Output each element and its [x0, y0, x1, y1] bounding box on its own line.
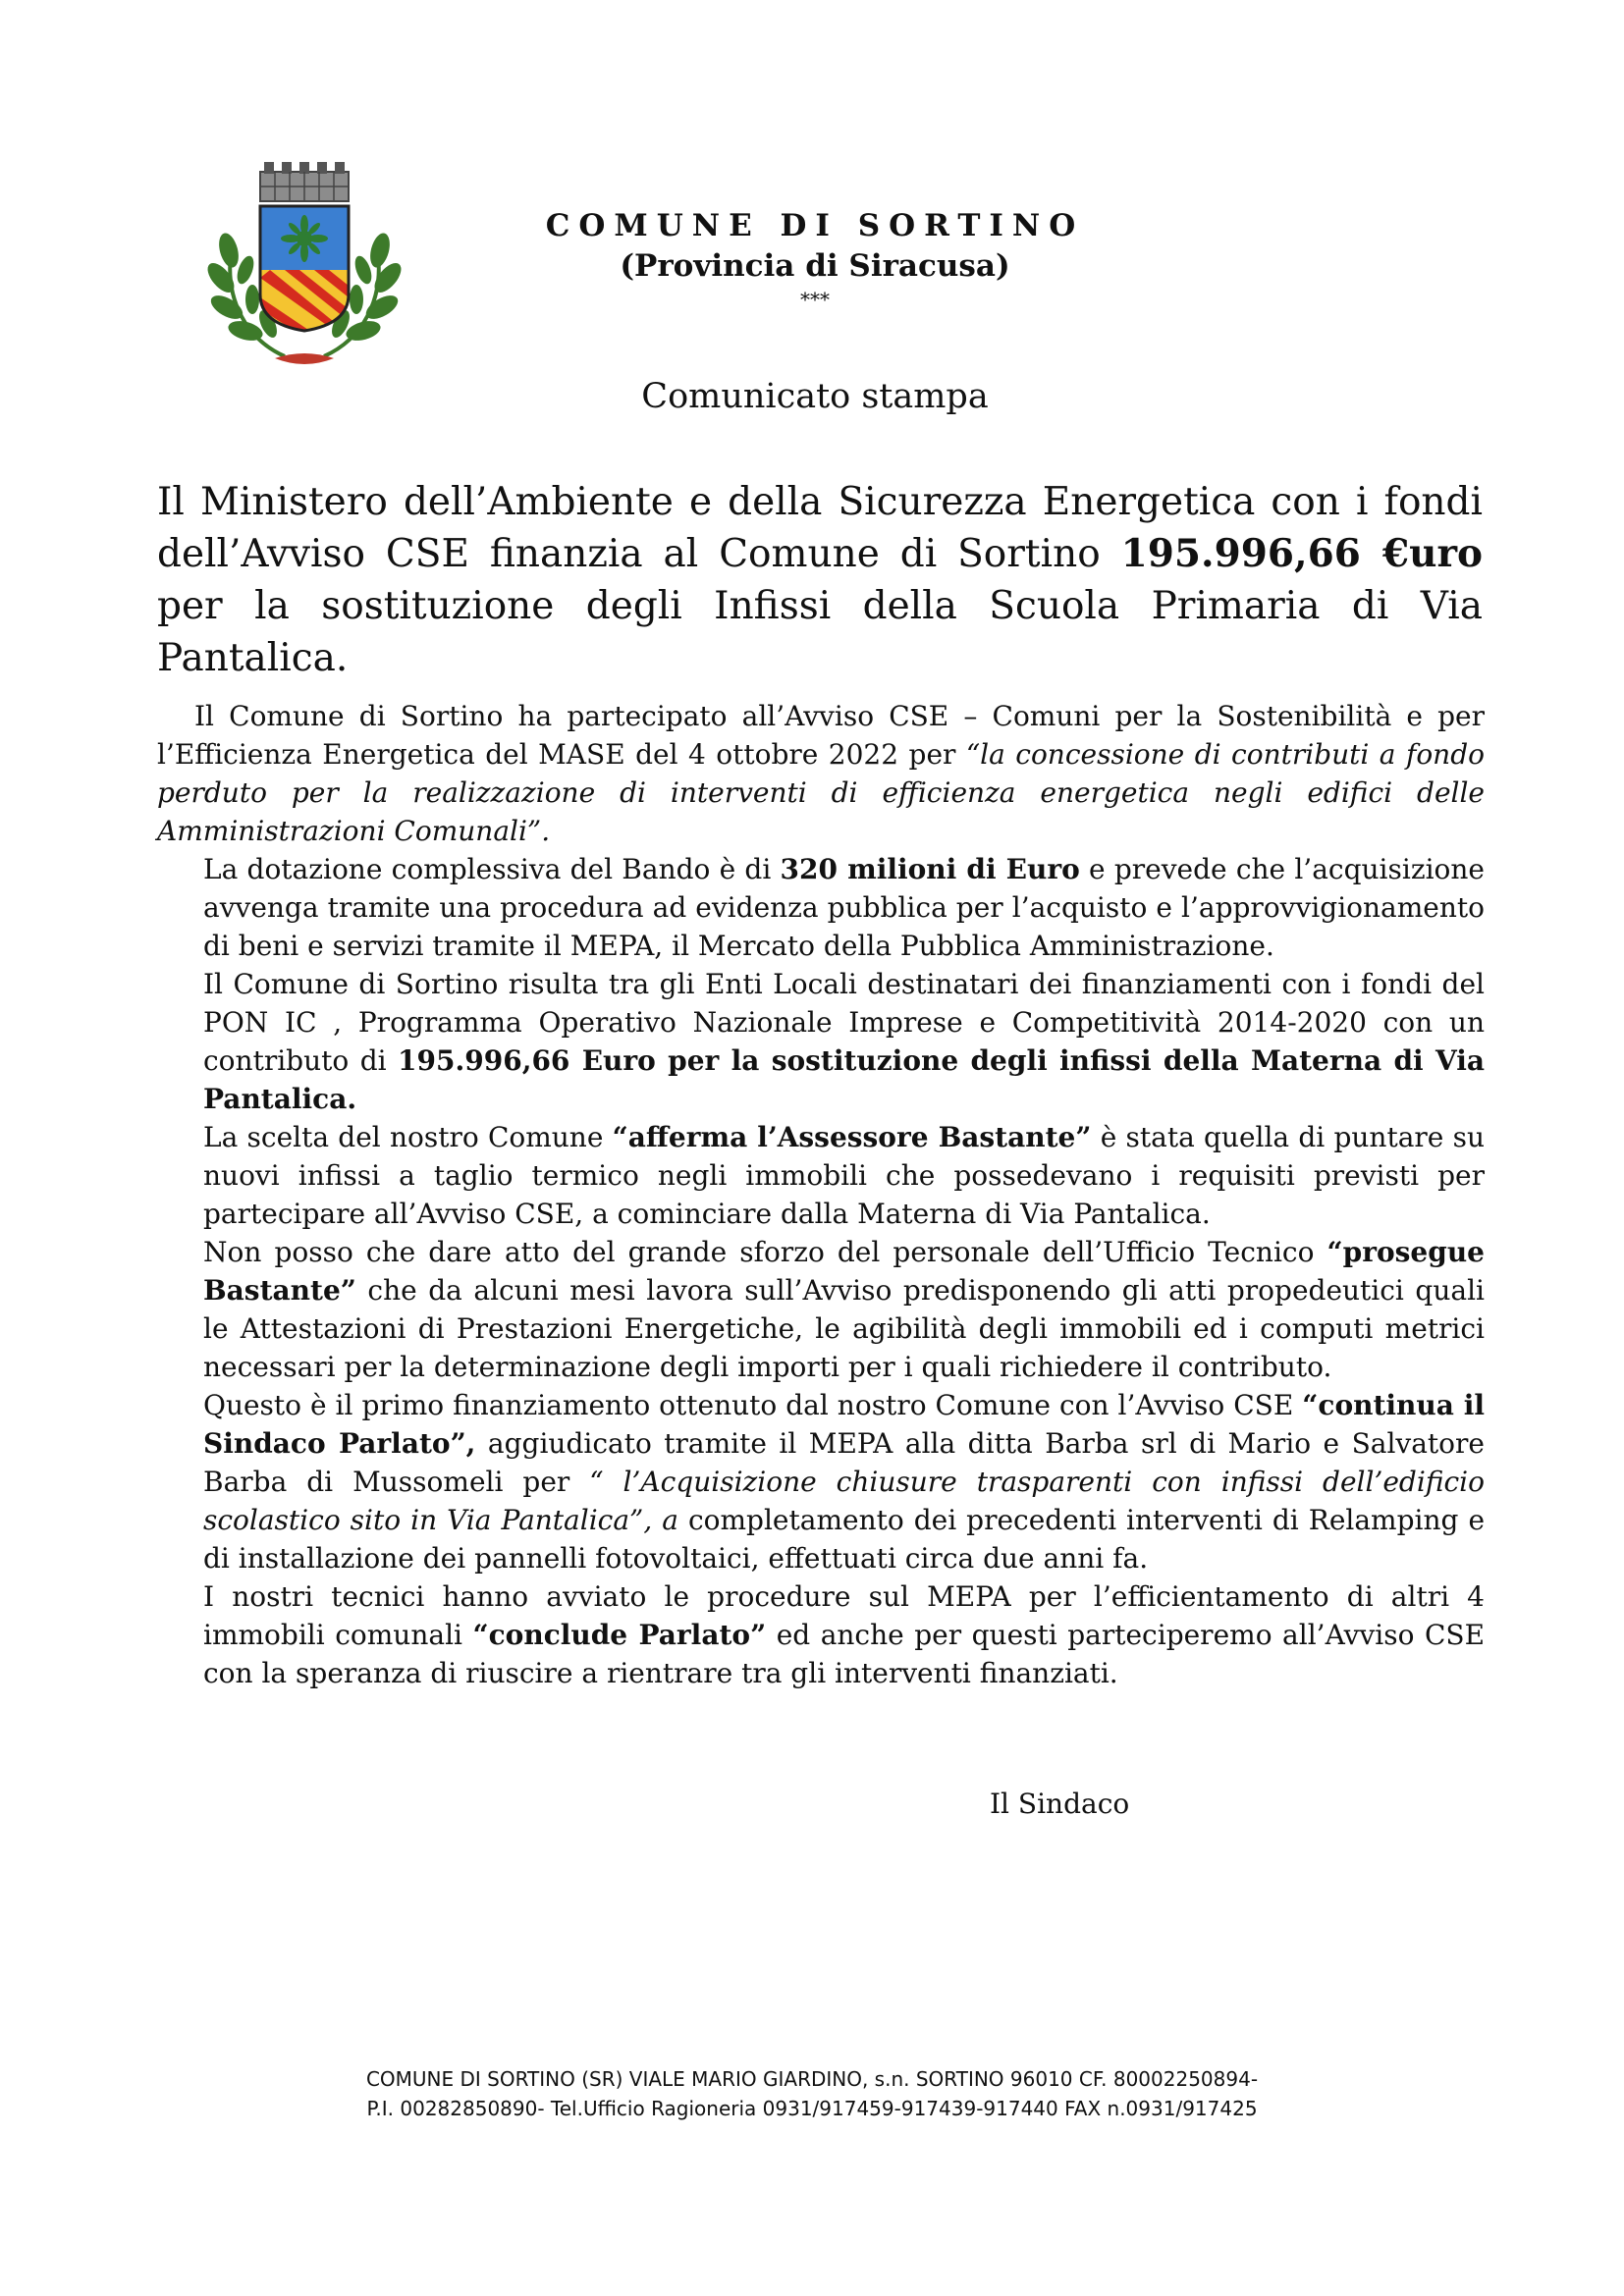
paragraph-3 [157, 965, 1485, 1118]
paragraph-6-text: Questo è il primo finanziamento ottenuto dal nostro Comune con l’Avviso CSE [203, 1389, 1303, 1421]
paragraph-4 [157, 1118, 1485, 1233]
paragraph-2-text-end: e prevede che l’acquisizione avvenga tramite una procedura ad evidenza pubblica per l’acquisto e l’approvvigionamento di beni e servizi tramite il MEPA, il Mercato della Pubblica Amministrazione. [203, 853, 1485, 962]
paragraph-7-text-end: ed anche per questi parteciperemo all’Avviso CSE con la speranza di riuscire a rientrare tra gli interventi finanziati. [203, 1619, 1486, 1689]
paragraph-3-text: Il Comune di Sortino risulta tra gli Enti Locali destinatari dei finanziamenti con i fondi del PON IC , Programma Operativo Nazionale Imprese e Competitività 2014-2020 con un contributo di [203, 968, 1485, 1077]
paragraph-1-text: Il Comune di Sortino ha partecipato all’Avviso CSE – Comuni per la Sostenibilità e per l’Efficienza Energetica del MASE del 4 ottobre 2022 per [157, 700, 1485, 771]
paragraph-7 [157, 1577, 1485, 1692]
footer-contacts: P.I. 00282850890- Tel.Ufficio Ragioneria 0931/917459-917439-917440 FAX n.0931/917425 [366, 2097, 1258, 2120]
organization-name: COMUNE DI SORTINO [545, 208, 1085, 243]
headline-text-end: per la sostituzione degli Infissi della Scuola Primaria di Via Pantalica. [157, 584, 1483, 680]
headline-text-start: Il Ministero dell’Ambiente e della Sicurezza Energetica con i fondi dell’Avviso CSE finanzia al Comune di Sortino [157, 480, 1483, 576]
paragraph-2-text: La dotazione complessiva del Bando è di [203, 853, 781, 885]
paragraph-2 [157, 850, 1485, 965]
paragraph-4-quote: “afferma l’Assessore Bastante” [612, 1121, 1092, 1153]
paragraph-6-italic: “ l’Acquisizione chiusure trasparenti con infissi dell’edificio scolastico sito in Via Pantalica”, a [203, 1466, 1485, 1536]
paragraph-2-amount: 320 milioni di Euro [780, 853, 1080, 885]
paragraph-6-quote: “continua il Sindaco Parlato”, [203, 1389, 1486, 1460]
letterhead [491, 206, 1139, 312]
paragraph-3-highlight: 195.996,66 Euro per la sostituzione degli infissi della Materna di Via Pantalica. [203, 1044, 1485, 1115]
paragraph-5-text: Non posso che dare atto del grande sforzo del personale dell’Ufficio Tecnico [203, 1236, 1327, 1268]
signature: Il Sindaco [990, 1788, 1130, 1820]
province-name: (Provincia di Siracusa) [620, 248, 1010, 284]
paragraph-7-text: I nostri tecnici hanno avviato le procedure sul MEPA per l’efficientamento di altri 4 immobili comunali [203, 1580, 1485, 1651]
paragraph-7-quote: “conclude Parlato” [472, 1619, 767, 1651]
paragraph-1 [157, 697, 1485, 850]
municipal-coat-of-arms-icon [191, 162, 417, 373]
paragraph-4-text: La scelta del nostro Comune [203, 1121, 613, 1153]
paragraph-6 [157, 1386, 1485, 1577]
footer-address: COMUNE DI SORTINO (SR) VIALE MARIO GIARDINO, s.n. SORTINO 96010 CF. 80002250894- [365, 2067, 1259, 2091]
paragraph-5 [157, 1233, 1485, 1386]
paragraph-5-quote: “prosegue Bastante” [203, 1236, 1485, 1307]
press-release-body [157, 697, 1485, 1692]
paragraph-5-text-end: che da alcuni mesi lavora sull’Avviso predisponendo gli atti propedeutici quali le Attestazioni di Prestazioni Energetiche, le agibilità degli immobili ed i computi metrici necessari per la determinazione degli importi per i quali richiedere il contributo. [203, 1274, 1485, 1383]
paragraph-1-quote: “la concessione di contributi a fondo perduto per la realizzazione di interventi di efficienza energetica negli edifici delle Amministrazioni Comunali”. [157, 738, 1485, 847]
paragraph-4-text-end: è stata quella di puntare su nuovi infissi a taglio termico negli immobili che possedevano i requisiti previsti per partecipare all’Avviso CSE, a cominciare dalla Materna di Via Pantalica. [203, 1121, 1485, 1230]
paragraph-6-text-end: completamento dei precedenti interventi di Relamping e di installazione dei pannelli fotovoltaici, effettuati circa due anni fa. [203, 1504, 1486, 1575]
paragraph-6-text-mid: aggiudicato tramite il MEPA alla ditta Barba srl di Mario e Salvatore Barba di Mussomeli per [203, 1427, 1485, 1498]
document-type: Comunicato stampa [641, 377, 989, 416]
headline-amount: 195.996,66 €uro [1120, 531, 1484, 576]
separator-stars: *** [800, 288, 830, 311]
headline [157, 476, 1483, 684]
footer [295, 2064, 1329, 2123]
